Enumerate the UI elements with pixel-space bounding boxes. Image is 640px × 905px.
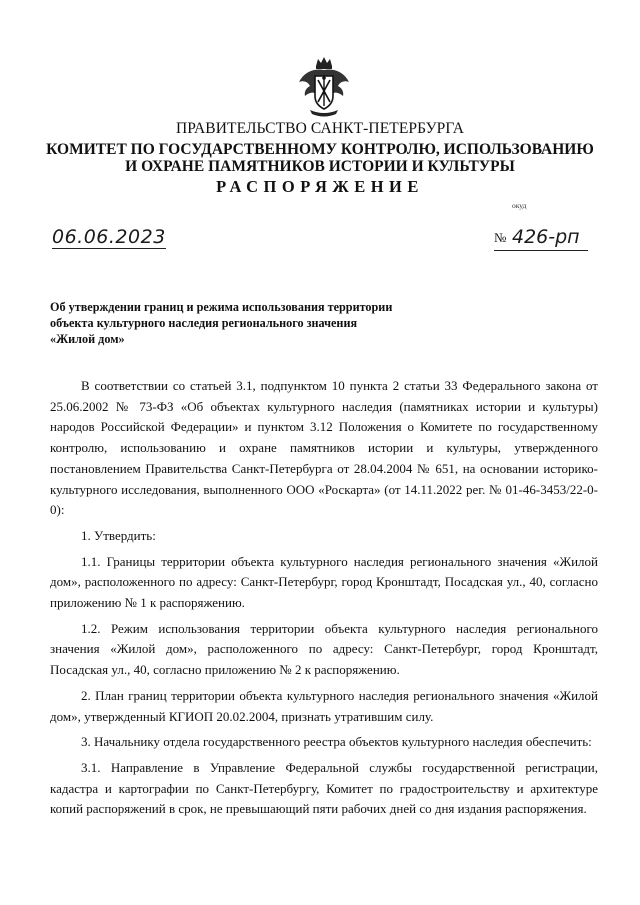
- subject-line: объекта культурного наследия регионального значения: [50, 316, 358, 330]
- paragraph-item-1: 1. Утвердить:: [81, 527, 156, 543]
- subject-line: «Жилой дом»: [50, 332, 125, 346]
- paragraph-item-1-2: 1.2. Режим использования территории объекта культурного наследия регионального значения «Жилой дом», расположенного по адресу: Санкт-Петербург, город Кронштадт, Посадская ул., 40, согласно приложению № 2 к распоряжению.: [50, 620, 598, 678]
- government-title: ПРАВИТЕЛЬСТВО САНКТ-ПЕТЕРБУРГА: [175, 120, 465, 137]
- document-number-field: [494, 226, 588, 251]
- handwritten-date: 06.06.2023: [52, 226, 166, 248]
- handwritten-number: 426-рп: [512, 226, 580, 248]
- paragraph-item-1-1: 1.1. Границы территории объекта культурного наследия регионального значения «Жилой дом», расположенного по адресу: Санкт-Петербург, город Кронштадт, Посадская ул., 40, согласно приложению № 1 к распоряжению.: [50, 553, 598, 611]
- paragraph-item-2: 2. План границ территории объекта культурного наследия регионального значения «Жилой дом», утвержденный КГИОП 20.02.2004, признать утратившим силу.: [50, 687, 598, 724]
- paragraph-item-3-1: 3.1. Направление в Управление Федеральной службы государственной регистрации, кадастра и картографии по Санкт-Петербургу, Комитет по градостроительству и архитектуре копий распоряжений в срок, не превышающий пяти рабочих дней со дня издания распоряжения.: [50, 759, 598, 817]
- okud-label: окуд: [512, 201, 527, 210]
- document-type-title: РАСПОРЯЖЕНИЕ: [216, 177, 424, 196]
- committee-title-line2: И ОХРАНЕ ПАМЯТНИКОВ ИСТОРИИ И КУЛЬТУРЫ: [125, 158, 515, 175]
- number-sign: №: [494, 230, 507, 245]
- order-body: [50, 376, 598, 825]
- subject-line: Об утверждении границ и режима использования территории: [50, 300, 393, 314]
- paragraph-item-3: 3. Начальнику отдела государственного реестра объектов культурного наследия обеспечить:: [81, 734, 592, 750]
- paragraph-preamble: В соответствии со статьей 3.1, подпунктом 10 пункта 2 статьи 33 Федерального закона от 25.06.2002 № 73-ФЗ «Об объектах культурного наследия (памятниках истории и культуры) народов Российской Федерации» и пунктом 3.12 Положения о Комитете по государственному контролю, использованию и охране памятников истории и культуры, утвержденного постановлением Правительства Санкт-Петербурга от 28.04.2004 № 651, на основании историко-культурного исследования, выполненного ООО «Роскарта» (от 14.11.2022 рег. № 01-46-3453/22-0-0):: [50, 378, 598, 518]
- order-subject: [50, 299, 392, 347]
- coat-of-arms-icon: [296, 56, 352, 118]
- committee-title-line1: КОМИТЕТ ПО ГОСУДАРСТВЕННОМУ КОНТРОЛЮ, ИСПОЛЬЗОВАНИЮ: [46, 141, 594, 158]
